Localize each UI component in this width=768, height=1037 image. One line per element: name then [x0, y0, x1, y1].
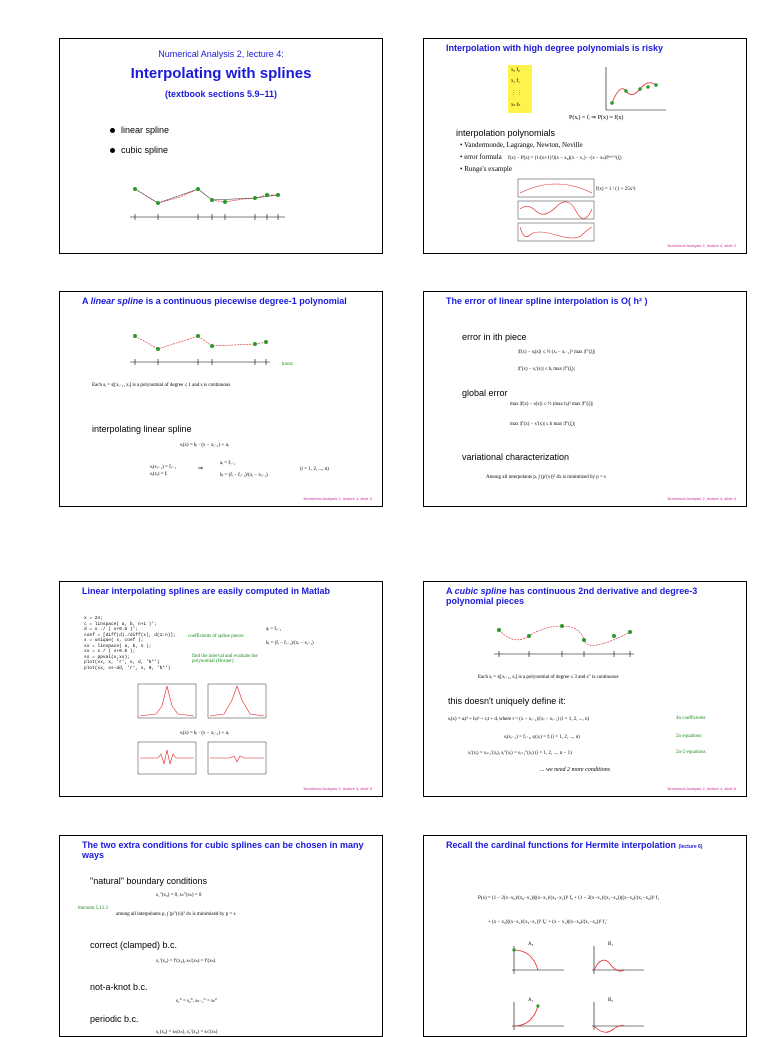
periodic-eq: s₁(x₀) = sₙ(xₙ), s₁′(x₀) = sₙ′(xₙ): [156, 1030, 218, 1035]
interp-sketch: [596, 65, 676, 115]
label-a0: A₀: [528, 942, 534, 947]
cubic-r2: sᵢ(xᵢ₋₁) = fᵢ₋₁, sᵢ(xᵢ) = fᵢ (i = 1, 2, ..., n): [504, 735, 580, 740]
cubic-r3: sᵢ′(xᵢ) = sᵢ₊₁′(xᵢ), sᵢ″(xᵢ) = sᵢ₊₁″(xᵢ) (i = 1, 2, ..., n − 1): [468, 751, 572, 756]
slide-5-title: Linear interpolating splines are easily computed in Matlab: [82, 586, 331, 596]
cubic-spline-sketch: [424, 616, 746, 676]
not-a-knot-eq: s₁‴ = s₂‴, sₙ₋₁‴ = sₙ‴: [176, 999, 218, 1004]
slide-1-subtitle: Numerical Analysis 2, lecture 4:: [158, 49, 284, 59]
bullet-linear-spline: linear spline: [110, 125, 169, 135]
slide-1-sections: (textbook sections 5.9–11): [164, 89, 278, 99]
linear-eq2a: sᵢ(xᵢ₋₁) = fᵢ₋₁: [150, 465, 176, 470]
slide-6-title: A cubic spline has continuous 2nd derivative and degree-3 polynomial pieces: [446, 586, 698, 606]
global-eq1: max |f(x) − s(x)| ≤ ½ (max hᵢ)² max |f″(ξ)|: [510, 402, 594, 407]
not-a-knot-heading: not-a-knot b.c.: [90, 982, 148, 992]
spline-plots-bottom: [136, 740, 316, 780]
slide-3-footer: Numerical Analysis 2, lecture 4, slide 3: [303, 496, 372, 501]
coef-a: aᵢ = fᵢ₋₁: [266, 627, 282, 632]
slide-4-footer: Numerical Analysis 2, lecture 4, slide 4: [667, 496, 736, 501]
linear-eq2b: sᵢ(xᵢ) = fᵢ: [150, 472, 168, 477]
hermite-eq2: + (x − x₀)((x−x₁)/(x₀−x₁))² f₀′ + (x − x₁)((x−x₀)/(x₁−x₀))² f₁′: [488, 920, 608, 925]
hermite-eq1: P(x) = (1 − 2(x−x₀)/(x₀−x₁))((x−x₁)/(x₀−x₁))² f₀ + (1 − 2(x−x₁)/(x₁−x₀))((x−x₀)/(x₁−x₀))² f₁: [478, 896, 660, 901]
global-eq2: max |f′(x) − s′(x)| ≤ h max |f″(ξ)|: [510, 422, 575, 427]
periodic-bc-heading: periodic b.c.: [90, 1014, 139, 1024]
slide-6-footer: Numerical Analysis 2, lecture 4, slide 6: [667, 786, 736, 791]
variational-eq: Among all interpolants p, ∫ (p′(x))² dx is minimized by p = s: [486, 475, 606, 480]
natural-variational: among all interpolants p, ∫ (p″(x))² dx is minimized by p = s: [116, 912, 236, 917]
slide-5-footer: Numerical Analysis 2, lecture 4, slide 5: [303, 786, 372, 791]
linear-eq1: sᵢ(x) = bᵢ · (x − xᵢ₋₁) + aᵢ: [180, 443, 229, 448]
label-a1: A₁: [528, 998, 534, 1003]
slide-8: [423, 835, 747, 1037]
slide-3: [59, 291, 383, 507]
label-b0: B₀: [608, 998, 614, 1003]
slide-1-title: Interpolating with splines: [130, 65, 312, 82]
natural-bc-heading: "natural" boundary conditions: [90, 876, 207, 886]
implies-symbol: ⇒: [198, 466, 204, 472]
cubic-each-line: Each sᵢ = s|[xᵢ₋₁, xᵢ] is a polynomial of degree ≤ 3 and s″ is continuous: [478, 675, 619, 680]
slide-4: [423, 291, 747, 507]
theorem-label: theorem 5.11.3: [78, 906, 108, 911]
cubic-l1: 4n coefficients: [676, 716, 706, 721]
runge-plots: [516, 177, 596, 247]
natural-eq: s₁″(x₀) = 0, sₙ″(xₙ) = 0: [156, 893, 202, 898]
clamped-bc-heading: correct (clamped) b.c.: [90, 940, 178, 950]
clamped-eq: s₁′(x₀) = f′(x₀), sₙ′(xₙ) = f′(xₙ): [156, 959, 216, 964]
knots-label: knots: [282, 362, 293, 367]
hermite-cardinal-plots: [504, 940, 704, 1037]
linear-eq3a: aᵢ = fᵢ₋₁: [220, 461, 236, 466]
data-table: x₀ f₀ x₁ f₁ ⋮ ⋮ xₙ fₙ: [508, 65, 532, 113]
matlab-code: x = 2n; c = linspace( a, b, n+1 )'; d = x ./ ( x+0.6 )'; coef = [diff(d)./diff(x), d(1:n)]; x = unique( x, coef ); xx = linspace( a, b, n ); xx = x / ( x+0.6 ); ss = ppval(x,xx); plot(xx, x, 'r', x, d, 'b*') plot(xx, ss-dd, 'r', x, 0, 'b*'): [84, 616, 176, 671]
slide-2: [423, 38, 747, 254]
not-unique-heading: this doesn't uniquely define it:: [448, 696, 566, 706]
spline-plots-top: [136, 682, 316, 722]
slide-5: [59, 581, 383, 797]
slide-4-title: The error of linear spline interpolation is O( h² ): [446, 296, 648, 306]
slide-7: [59, 835, 383, 1037]
coef-label: coefficients of spline pieces: [188, 634, 244, 639]
slide-2-footer: Numerical Analysis 2, lecture 4, slide 2: [667, 243, 736, 248]
find-label: find the interval and evaluate the polynomial (Horner): [192, 654, 258, 664]
runge-function: f(x) = 1 / (1 + 25x²): [596, 187, 636, 192]
slide-6: [423, 581, 747, 797]
linear-range: (i = 1, 2, ..., n): [300, 467, 329, 472]
bullet-cubic-spline: cubic spline: [110, 145, 168, 155]
spline-sketch: [60, 39, 382, 253]
slide5-eq: sᵢ(x) = bᵢ · (x − xᵢ₋₁) + aᵢ: [180, 731, 229, 736]
cubic-r1: sᵢ(x) = aᵢt³ + bᵢt² + cᵢt + dᵢ where t = (x − xᵢ₋₁)/(xᵢ − xᵢ₋₁) (i = 1, 2, ..., n): [448, 717, 590, 722]
variational-heading: variational characterization: [462, 452, 570, 462]
cubic-l3: 2n-2 equations: [676, 750, 706, 755]
linear-eq3b: bᵢ = (fᵢ − fᵢ₋₁)/(xᵢ − xᵢ₋₁): [220, 473, 268, 478]
global-error-heading: global error: [462, 388, 508, 398]
slide-8-title: Recall the cardinal functions for Hermite interpolation (lecture 6): [446, 840, 703, 850]
slide-2-title: Interpolation with high degree polynomials is risky: [446, 43, 664, 53]
item-error: • error formula: [460, 153, 502, 161]
slide-7-title: The two extra conditions for cubic splines can be chosen in many ways: [82, 840, 364, 860]
error-eq2: |f′(x) − sᵢ′(x)| ≤ hᵢ max |f″(ξ)|: [518, 367, 575, 372]
label-b1: B₁: [608, 942, 614, 947]
interp-linear-heading: interpolating linear spline: [92, 424, 192, 434]
error-eq1: |f(x) − sᵢ(x)| ≤ ½ (xᵢ − xᵢ₋₁)² max |f″(ξ)|: [518, 350, 596, 355]
interp-equation: P(xᵢ) = fᵢ ⇒ P(x) ≈ f(x): [569, 115, 624, 121]
error-ith-heading: error in ith piece: [462, 332, 527, 342]
cubic-l2: 2n equations: [676, 734, 702, 739]
item-runge: • Runge's example: [460, 165, 512, 173]
need-more: ... we need 2 more conditions: [540, 767, 611, 773]
error-formula: f(x) − P(x) = (1/(n+1)!)(x − x₀)(x − x₁)···(x − xₙ)f⁽ⁿ⁺¹⁾(ξ): [508, 156, 622, 161]
interp-heading: interpolation polynomials: [456, 128, 556, 138]
item-methods: • Vandermonde, Lagrange, Newton, Neville: [460, 141, 583, 149]
linear-each-line: Each sᵢ = s|[xᵢ₋₁, xᵢ] is a polynomial of degree ≤ 1 and s is continuous: [92, 383, 231, 388]
linear-spline-sketch: [60, 322, 382, 382]
slide-1: [59, 38, 383, 254]
slide-3-title: A linear spline is a continuous piecewise degree-1 polynomial: [82, 296, 347, 306]
coef-b: bᵢ = (fᵢ − fᵢ₋₁)/(xᵢ − xᵢ₋₁): [266, 641, 314, 646]
